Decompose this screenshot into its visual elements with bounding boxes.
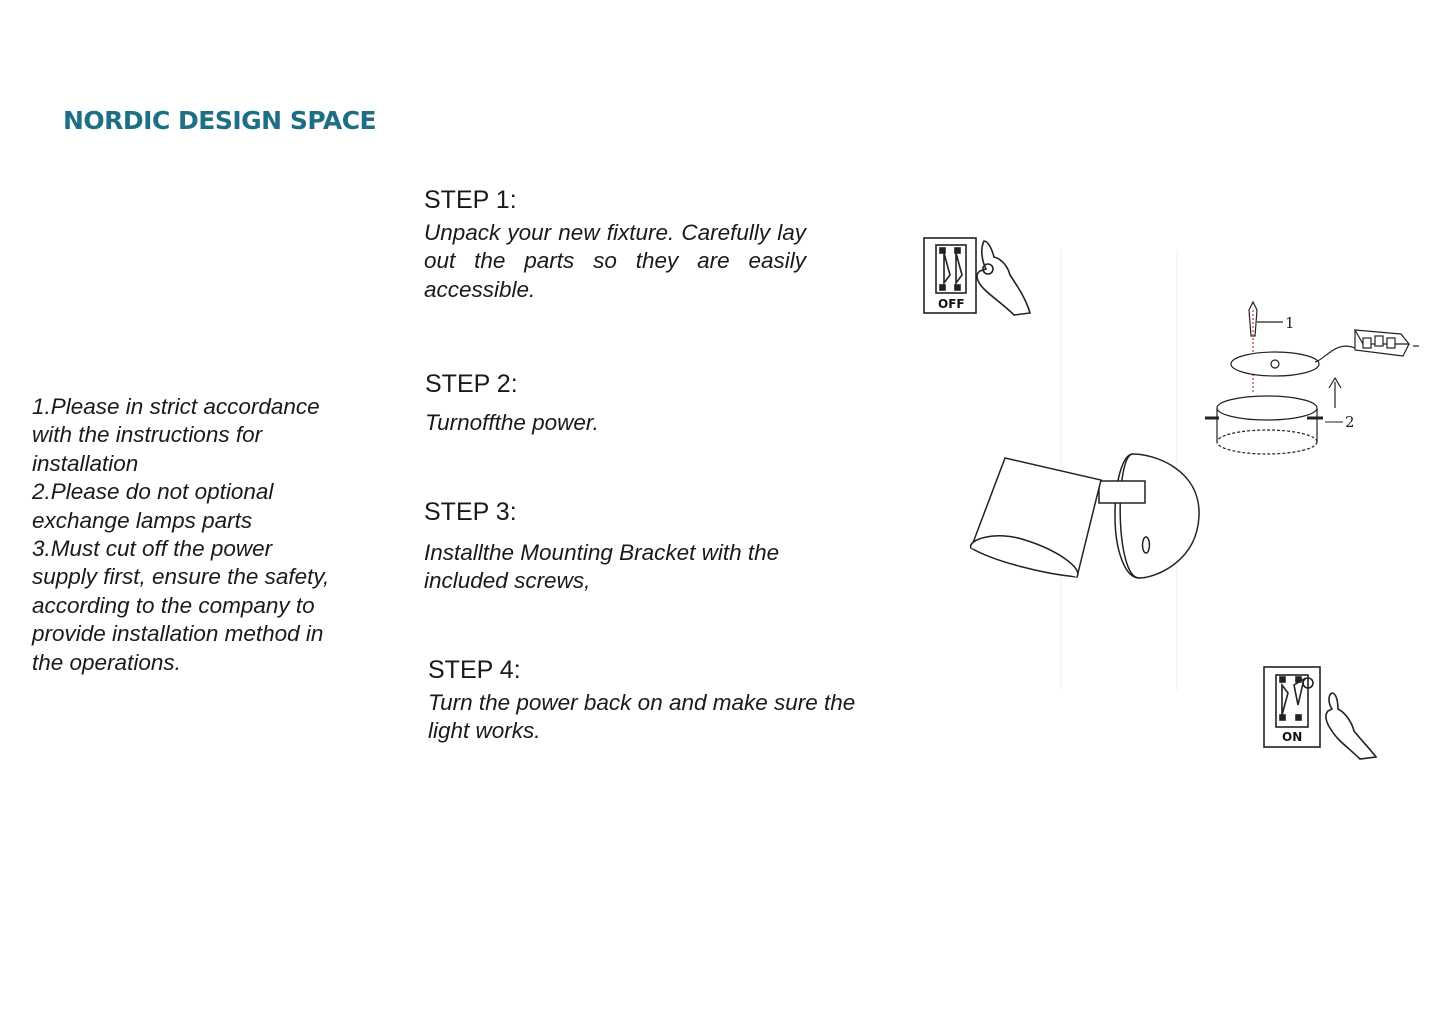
step-description: Turnoffthe power. <box>425 410 599 435</box>
mounting-bracket-diagram <box>1205 300 1425 465</box>
callout-2: 2 <box>1345 413 1355 431</box>
power-switch-off-icon <box>922 235 1034 317</box>
note-line: 2.Please do not optional <box>32 479 274 505</box>
note-line: 3.Must cut off the power <box>32 536 273 562</box>
note-line: installation <box>32 450 139 476</box>
step-title: STEP 1: <box>424 186 517 214</box>
callout-1: 1 <box>1285 314 1295 332</box>
switch-off-label: OFF <box>938 297 965 311</box>
power-switch-on-icon <box>1262 665 1380 761</box>
switch-on-label: ON <box>1282 730 1303 744</box>
note-line: according to the company to <box>32 592 315 618</box>
step-title: STEP 3: <box>424 498 517 526</box>
step-2 <box>425 369 845 437</box>
note-line: exchange lamps parts <box>32 507 253 533</box>
wall-lamp-illustration <box>965 450 1205 585</box>
step-description: Installthe Mounting Bracket with the included screws, <box>424 540 780 594</box>
step-description: Unpack your new fixture. Carefully lay out the parts so they are easily accessible. <box>424 220 806 302</box>
step-title: STEP 4: <box>428 656 521 684</box>
note-line: the operations. <box>32 649 181 675</box>
note-line: with the instructions for <box>32 422 263 448</box>
note-line: supply first, ensure the safety, <box>32 564 330 590</box>
safety-notes <box>32 393 362 677</box>
step-title: STEP 2: <box>425 370 518 398</box>
note-line: provide installation method in <box>32 621 324 647</box>
brand-logo: NORDIC DESIGN SPACE <box>63 106 377 135</box>
note-line: 1.Please in strict accordance <box>32 394 320 419</box>
step-4 <box>428 655 858 746</box>
step-1 <box>424 185 806 304</box>
step-description: Turn the power back on and make sure the light works. <box>428 690 856 744</box>
step-3 <box>424 497 844 596</box>
